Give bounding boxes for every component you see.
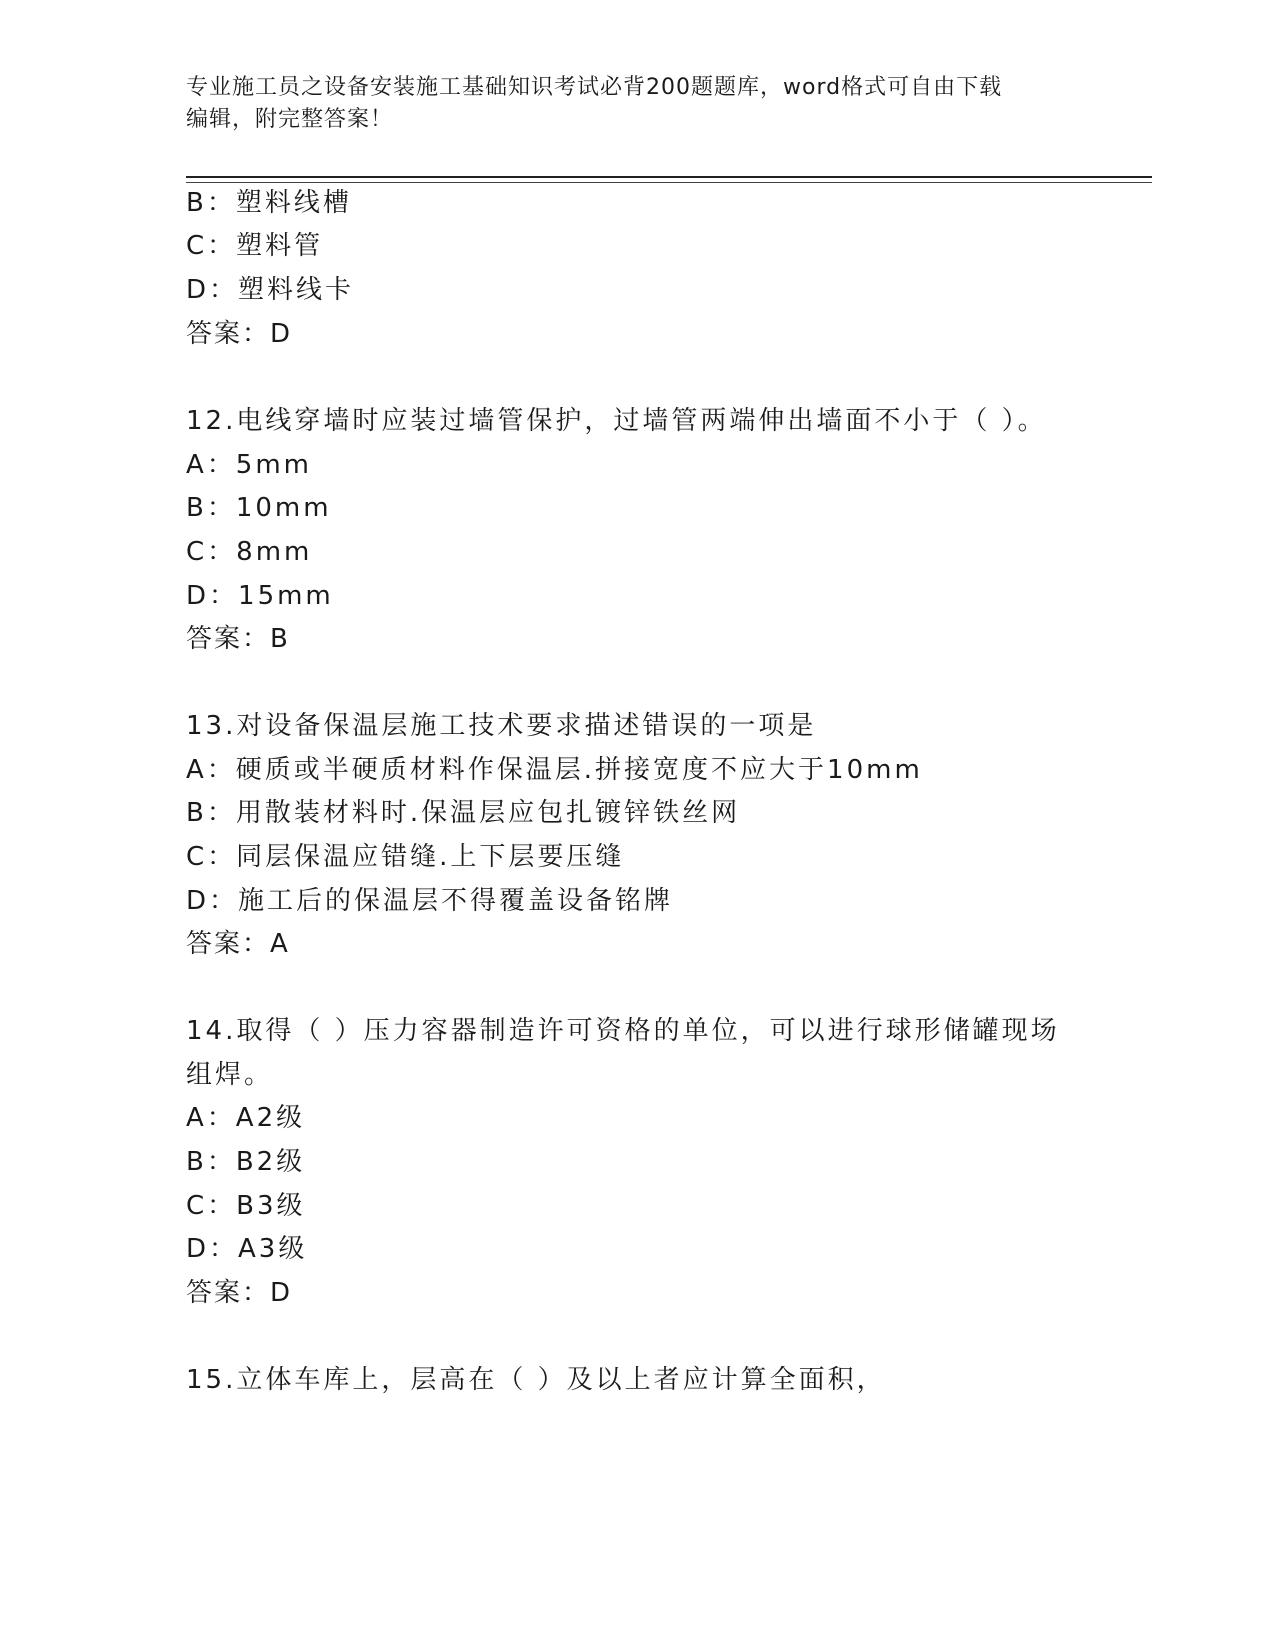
option-c: C：塑料管 [186,231,324,261]
header-divider-thin [186,182,1152,183]
option-d: D：塑料线卡 [186,275,355,305]
option-b: B：B2级 [186,1147,306,1177]
question-13: 13.对设备保温层施工技术要求描述错误的一项是 [186,711,817,741]
option-a: A：A2级 [186,1103,306,1133]
option-c: C：8mm [186,537,313,567]
option-b: B：塑料线槽 [186,188,352,218]
answer-label: 答案：A [186,929,290,959]
answer-label: 答案：B [186,624,290,654]
option-b: B：用散装材料时.保温层应包扎镀锌铁丝网 [186,798,741,828]
option-d: D：A3级 [186,1234,308,1264]
option-d: D：施工后的保温层不得覆盖设备铭牌 [186,886,674,916]
option-d: D：15mm [186,581,334,611]
answer-label: 答案：D [186,1278,293,1308]
option-c: C：同层保温应错缝.上下层要压缝 [186,842,625,872]
question-14: 14.取得（ ）压力容器制造许可资格的单位，可以进行球形储罐现场 [186,1016,1060,1046]
header-divider-thick [186,176,1152,178]
header-line-1: 专业施工员之设备安装施工基础知识考试必背200题题库，word格式可自由下载 [186,75,1003,100]
option-b: B：10mm [186,493,332,523]
option-a: A：5mm [186,450,312,480]
question-14-continued: 组焊。 [186,1060,274,1090]
answer-label: 答案：D [186,319,293,349]
option-c: C：B3级 [186,1191,306,1221]
header-line-2: 编辑，附完整答案！ [186,107,394,132]
document-header [186,72,1086,136]
question-15: 15.立体车库上，层高在（ ）及以上者应计算全面积， [186,1365,886,1395]
question-12: 12.电线穿墙时应装过墙管保护，过墙管两端伸出墙面不小于（ ）。 [186,406,1047,436]
option-a: A：硬质或半硬质材料作保温层.拼接宽度不应大于10mm [186,755,923,785]
